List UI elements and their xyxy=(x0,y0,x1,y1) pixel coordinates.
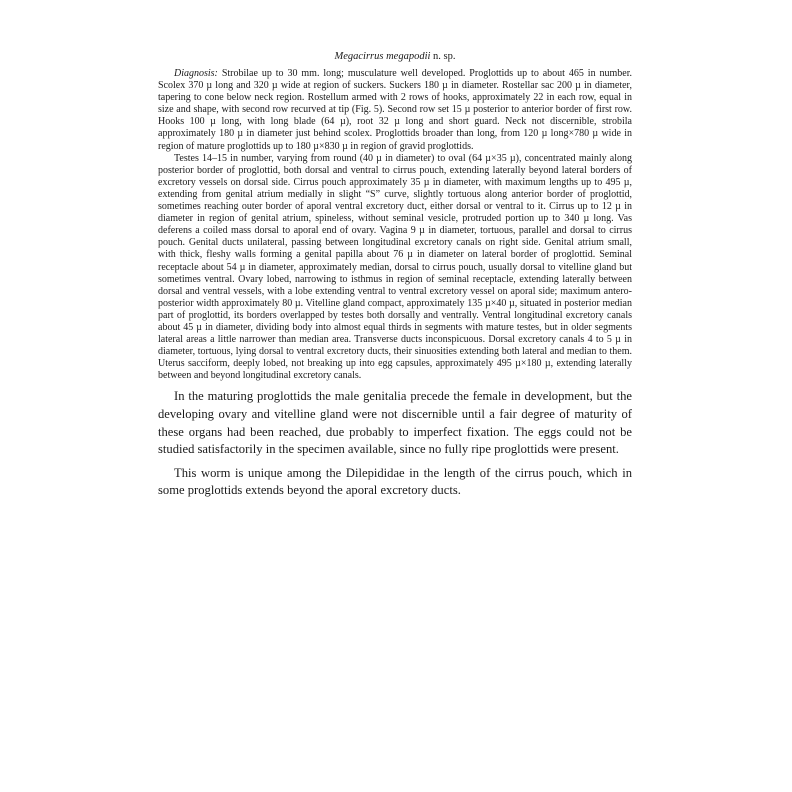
diagnosis-lead: Diagnosis: xyxy=(174,68,218,79)
testes-paragraph: Testes 14–15 in number, varying from round (40 µ in diameter) to oval (64 µ×35 µ), concentrated mainly along posterior border of proglottid, both dorsal and ventral to cirrus pouch, extending laterally beyond lateral borders of excretory vessels on dorsal side. Cirrus pouch approximately 35 µ in diameter, with maximum lengths up to 495 µ, extending from genital atrium medially in slight “S” curve, slightly tortuous along anterior border of proglottid, sometimes reaching outer border of aporal ventral excretory duct, either dorsal or ventral to it. Cirrus up to 12 µ in diameter in region of genital atrium, spineless, without seminal vesicle, protruded portion up to 340 µ long. Vas deferens a coiled mass dorsal to aporal end of ovary. Vagina 9 µ in diameter, tortuous, parallel and dorsal to cirrus pouch. Genital ducts unilateral, passing between longitudinal excretory canals on right side. Genital atrium small, with thick, fleshy walls forming a genital papilla about 76 µ in diameter on lateral border of proglottid. Seminal receptacle about 54 µ in diameter, approximately median, dorsal to cirrus pouch, usually dorsal to vitelline gland but sometimes ventral. Ovary lobed, narrowing to isthmus in region of seminal receptacle, extending laterally between dorsal and ventral vessels, with a lobe extending ventral to ventral excretory vessel on aporal side; maximum antero-posterior width approximately 80 µ. Vitelline gland compact, approximately 135 µ×40 µ, situated in posterior median part of proglottid, its borders overlapped by testes both dorsally and ventrally. Ventral longitudinal excretory canals about 45 µ in diameter, dividing body into almost equal thirds in segments with mature testes, but in older segments lateral areas a little narrower than median area. Transverse ducts inconspicuous. Dorsal excretory canals 4 to 5 µ in diameter, tortuous, lying dorsal to ventral excretory ducts, their sinuosities extending both lateral and median to them. Uterus sacciform, deeply lobed, not breaking up into egg capsules, approximately 495 µ×180 µ, extending laterally between and beyond longitudinal excretory canals. xyxy=(158,152,632,382)
species-name: Megacirrus megapodii xyxy=(334,51,431,62)
maturing-paragraph: In the maturing proglottids the male genitalia precede the female in development, but the developing ovary and vitelline gland were not discernible until a fair degree of maturity of these organs had been reached, due probably to imperfect fixation. The eggs could not be studied satisfactorily in the specimen available, since no fully ripe proglottids were present. xyxy=(158,389,632,457)
page-body xyxy=(158,50,632,500)
species-suffix: n. sp. xyxy=(433,51,456,62)
diagnosis-paragraph xyxy=(158,68,632,153)
species-title xyxy=(158,50,632,63)
diagnosis-text: Strobilae up to 30 mm. long; musculature well developed. Proglottids up to about 465 in number. Scolex 370 µ long and 320 µ wide at region of suckers. Suckers 180 µ in diameter. Rostellar sac 200 µ in diameter, tapering to cone below neck region. Rostellum armed with 2 rows of hooks, approximately 22 in each row, equal in size and shape, with second row recurved at tip (Fig. 5). Second row set 15 µ posterior to anterior border of first row. Hooks 100 µ long, with long blade (64 µ), root 32 µ long and short guard. Neck not discernible, strobila approximately 180 µ in diameter just behind scolex. Proglottids broader than long, from 120 µ long×780 µ wide in region of mature proglottids up to 180 µ×830 µ in region of gravid proglottids. xyxy=(158,68,632,152)
unique-paragraph: This worm is unique among the Dilepididae in the length of the cirrus pouch, which in some proglottids extends beyond the aporal excretory ducts. xyxy=(158,465,632,498)
